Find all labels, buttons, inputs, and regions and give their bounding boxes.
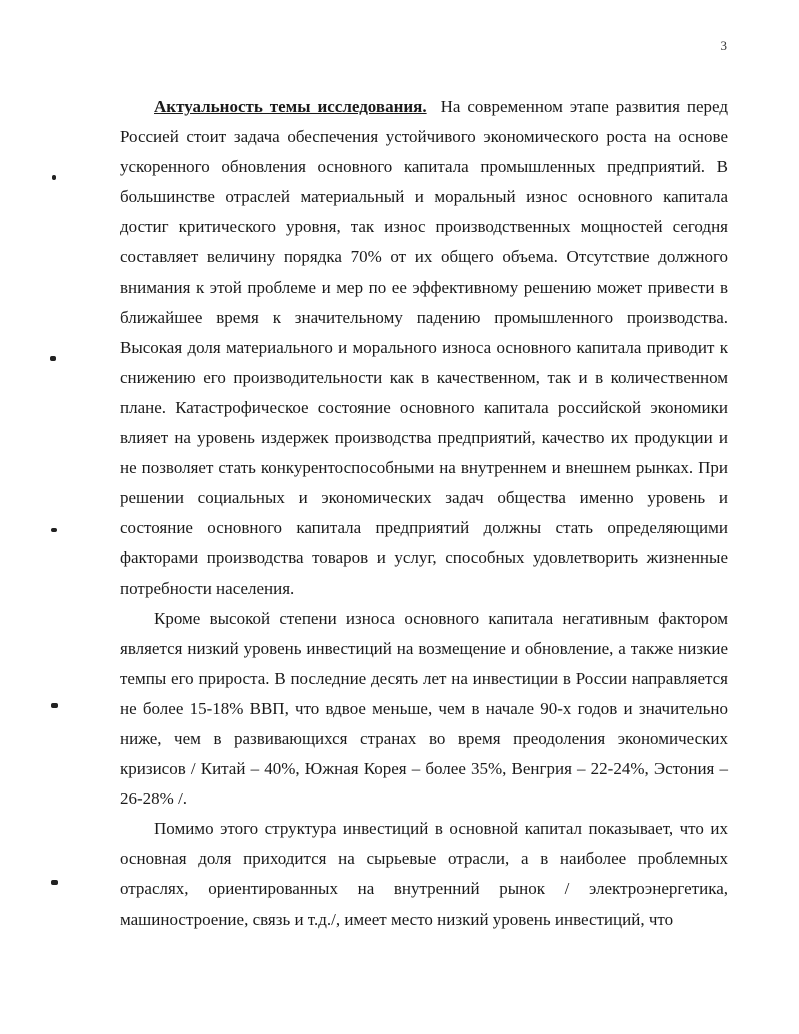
scan-artifact-mark — [51, 703, 58, 708]
body-text — [120, 92, 728, 935]
page-number: 3 — [720, 38, 727, 53]
scan-artifact-mark — [50, 356, 56, 361]
section-heading: Актуальность темы исследования. — [154, 97, 427, 116]
scan-artifact-mark — [52, 175, 56, 180]
paragraph-2: Кроме высокой степени износа основного капитала негативным фактором является низкий уровень инвестиций на возмещение и обновление, а также низкие темпы его прироста. В последние десять лет на инвестиции в России направляется не более 15-18% ВВП, что вдвое меньше, чем в начале 90-х годов и значительно ниже, чем в развивающихся странах во время преодоления экономических кризисов / Китай – 40%, Южная Корея – более 35%, Венгрия – 22-24%, Эстония – 26-28% /. — [120, 608, 728, 809]
paragraph-1-text: На современном этапе развития перед Россией стоит задача обеспечения устойчивого экономического роста на основе ускоренного обновления основного капитала промышленных предприятий. В большинстве отраслей материальный и моральный износ основного капитала достиг критического уровня, так износ производственных мощностей сегодня составляет величину порядка 70% от их общего объема. Отсутствие должного внимания к этой проблеме и мер по ее эффективному решению может привести в ближайшее время к значительному падению промышленного производства. Высокая доля материального и морального износа основного капитала приводит к снижению его производительности как в качественном, так и в количественном плане. Катастрофическое состояние основного капитала российской экономики влияет на уровень издержек производства предприятий, качество их продукции и не позволяет стать конкурентоспособными на внутреннем и внешнем рынках. При решении социальных и экономических задач общества именно уровень и состояние основного капитала предприятий должны стать определяющими факторами производства товаров и услуг, способных удовлетворить жизненные потребности населения. — [120, 97, 728, 598]
scan-artifact-mark — [51, 880, 58, 885]
scan-artifact-mark — [51, 528, 57, 532]
paragraph-1 — [120, 92, 728, 604]
paragraph-3: Помимо этого структура инвестиций в основной капитал показывает, что их основная доля приходится на сырьевые отрасли, а в наиболее проблемных отраслях, ориентированных на внутренний рынок / электроэнергетика, машиностроение, связь и т.д./, имеет место низкий уровень инвестиций, что — [120, 819, 728, 929]
